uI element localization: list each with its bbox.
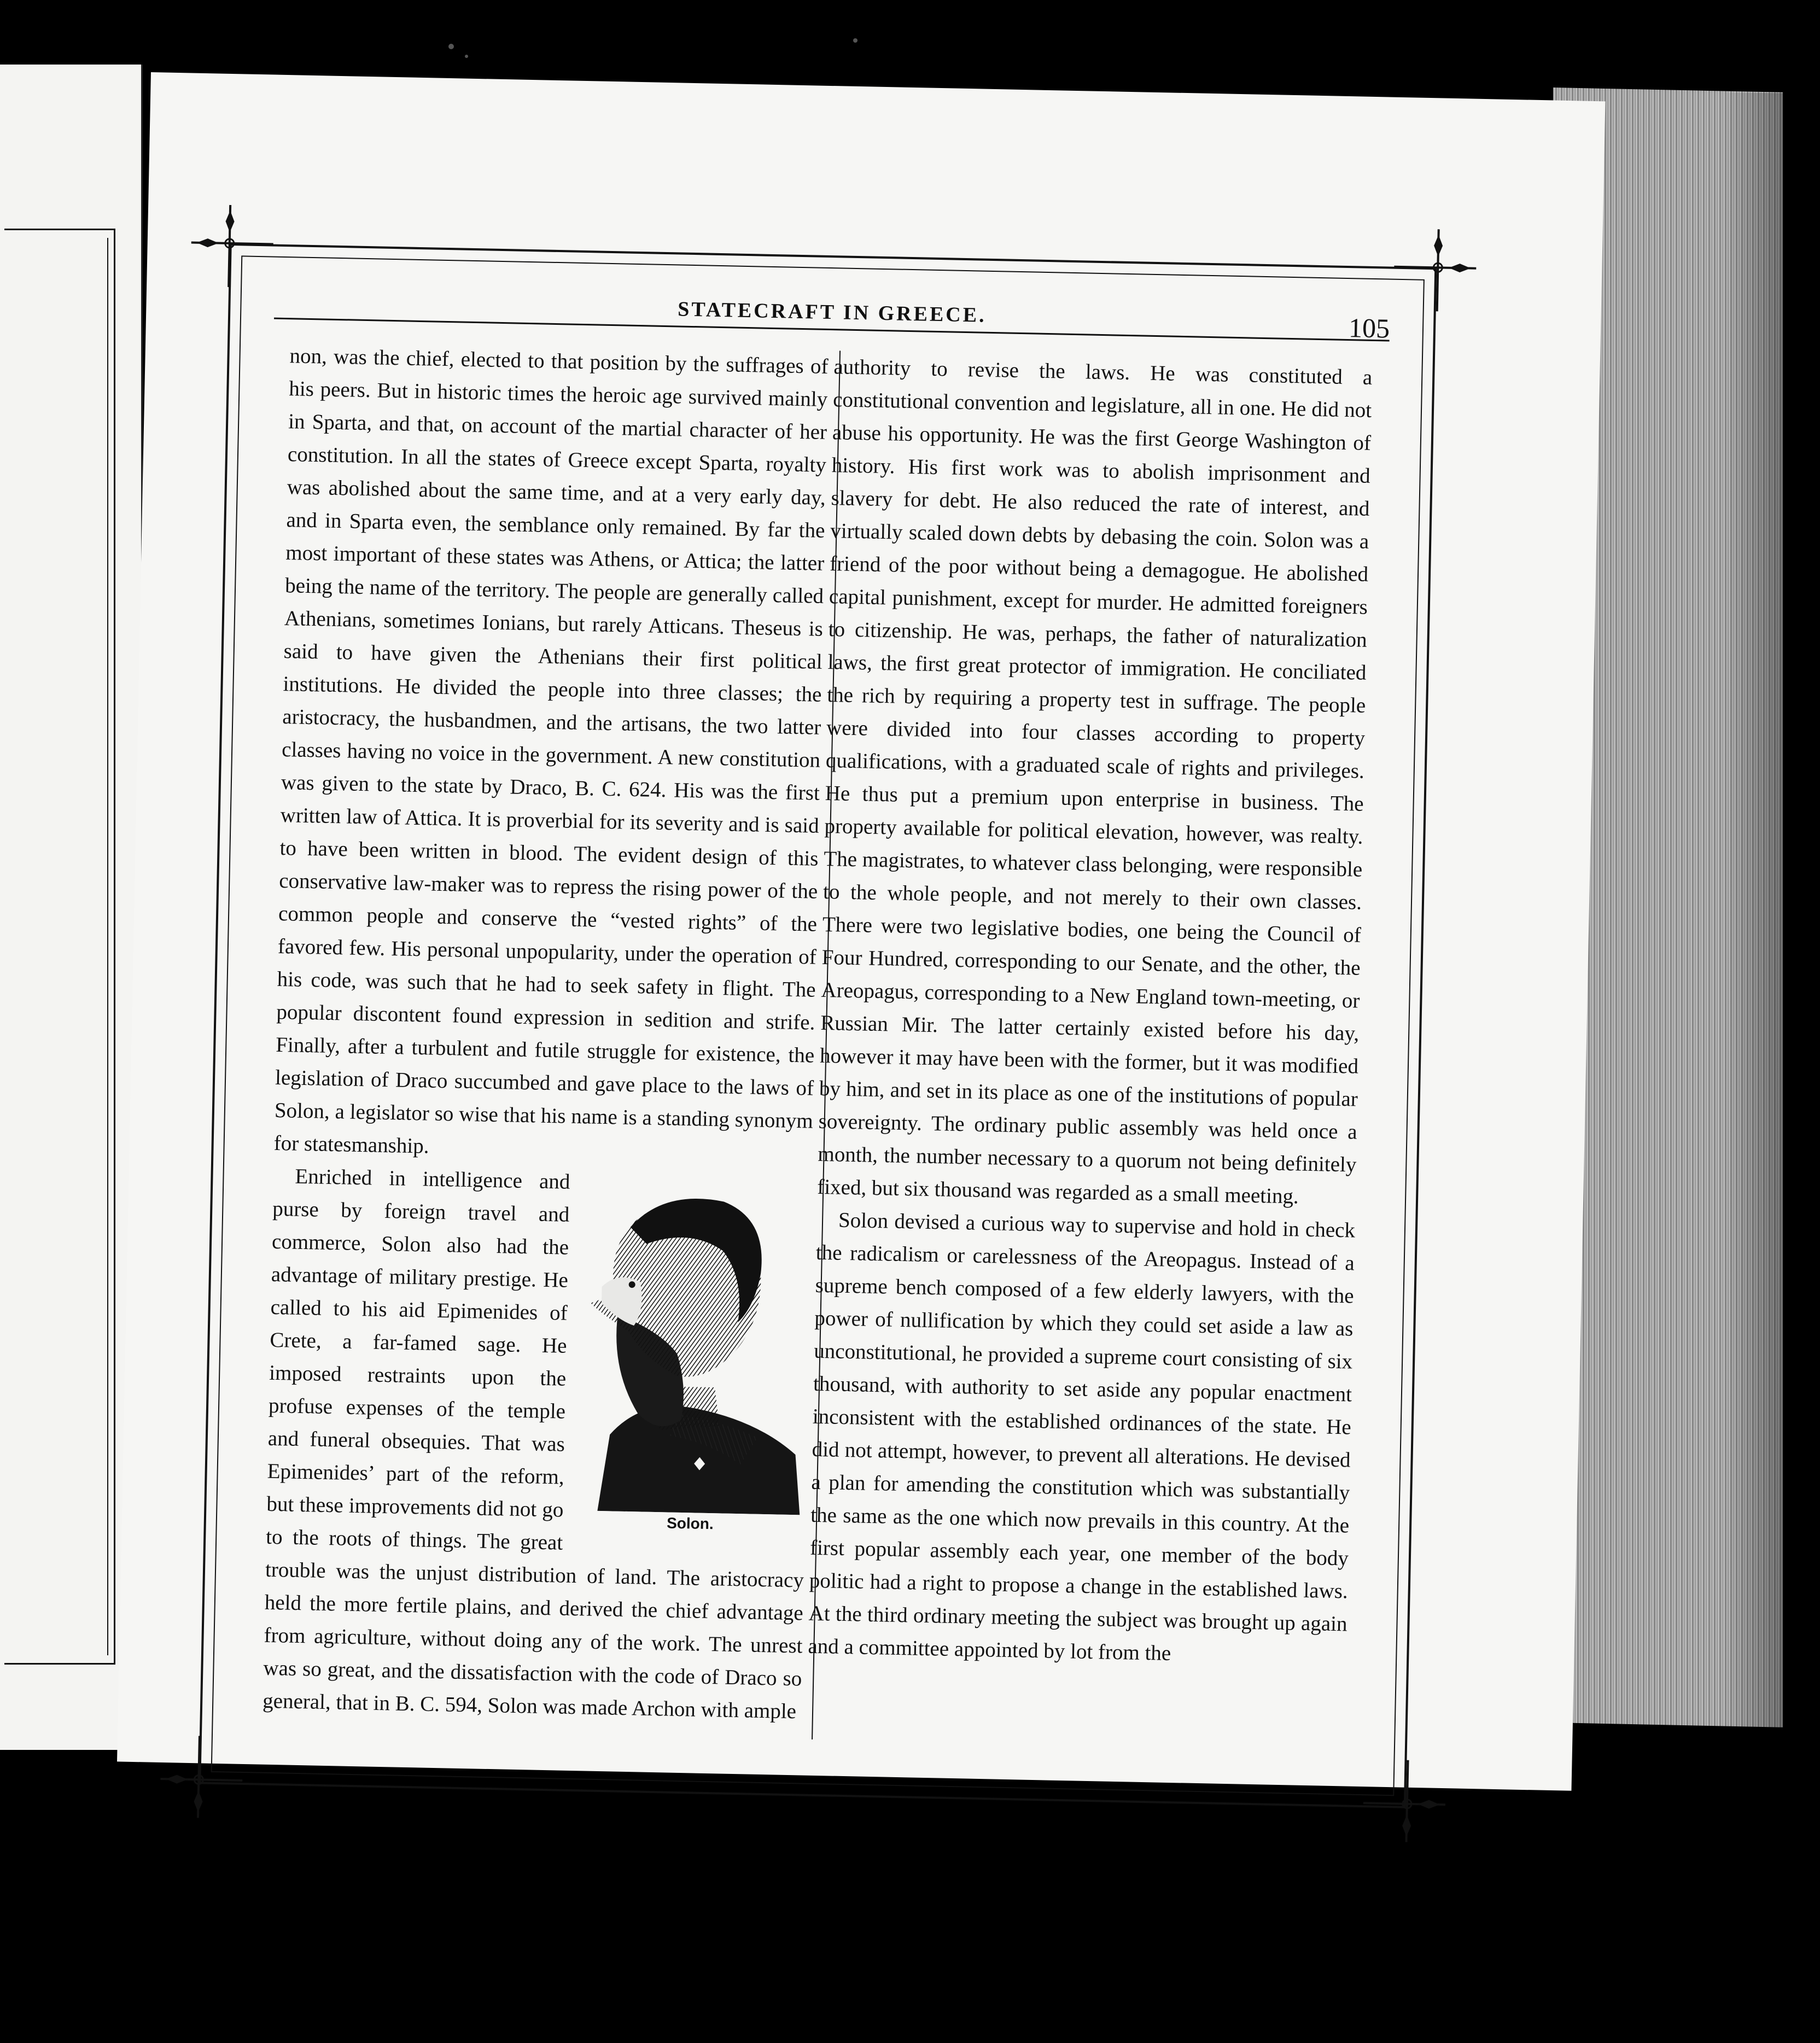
previous-page-edge	[0, 65, 143, 1750]
solon-portrait	[575, 1177, 812, 1542]
left-paragraph-2: Enriched in intelligence and purse by foreign travel and commerce, Solon also had the advantage of military prestige. He called to his aid Epimenides of Crete, a far-famed sage. He imposed restraints upon the profuse expenses of the temple and funeral obsequies. That was Epimenides’ part of the reform, but these improvements did not go to the roots of things. The great trouble was the unjust distribution of land. The aristocracy held the more fertile plains, and derived the chief advantage from agriculture, without doing any of the work. The unrest was so great, and the dissatisfaction with the code of Draco so general, that in B. C. 594, Solon was made Archon with ample	[262, 1164, 804, 1724]
right-paragraph-2: Solon devised a curious way to supervise and hold in check the radicalism or carelessness of the Areopagus. Instead of a supreme bench composed of a few elderly lawyers, with the power of nullification by which they could set aside a law as unconstitutional, he provided a supreme court consisting of six thousand, with authority to set aside any popular enactment inconsistent with the established ordinances of the state. He did not attempt, however, to prevent all alterations. He devised a plan for amending the constitution which was substantially the same as the one which now prevails in this country. At the first popular assembly each year, one member of the body politic had a right to propose a change in the established laws. At the third ordinary meeting the subject was brought up again and a committee appointed by lot from the	[808, 1208, 1356, 1666]
solon-bust-illustration	[575, 1177, 812, 1515]
page-number: 105	[1348, 312, 1390, 344]
running-head	[274, 285, 1390, 342]
previous-page-frame	[4, 229, 115, 1665]
page-border-outer	[199, 243, 1437, 1808]
page-border-inner	[211, 255, 1425, 1796]
left-paragraph-1: non, was the chief, elected to that position by the suffrages of his peers. But in historic times the heroic age survived mainly in Sparta, and that, on account of the martial character of her constitution. In all the states of Greece except Sparta, royalty was abolished about the same time, and at a very early day, and in Sparta even, the semblance only remained. By far the most important of these states was Athens, or Attica; the latter being the name of the territory. The people are generally called Athenians, sometimes Ionians, but rarely Atticans. Theseus is said to have given the Athenians their first political institutions. He divided the people into three classes; the aristocracy, the husbandmen, and the artisans, the two latter classes having no voice in the government. A new constitution was given to the state by Draco, B. C. 624. His was the first written law of Attica. It is proverbial for its severity and is said to have been written in blood. The evident design of this conservative law-maker was to repress the rising power of the common people and conserve the “vested rights” of the favored few. His personal unpopularity, under the operation of his code, was such that he had to seek safety in flight. The popular discontent found expression in sedition and strife. Finally, after a turbulent and futile struggle for existence, the legislation of Draco succumbed and gave place to the laws of Solon, a legislator so wise that his name is a standing synonym for statesmanship.	[273, 344, 829, 1158]
dust-speck	[853, 38, 858, 43]
dust-speck	[465, 55, 468, 58]
fore-edge-shadow	[1723, 93, 1783, 1733]
right-paragraph-1: authority to revise the laws. He was constituted a constitutional convention and legislature, all in one. He did not abuse his opportunity. He was the first George Washington of history. His first work was to abolish imprisonment and slavery for debt. He also reduced the rate of interest, and virtually scaled down debts by debasing the coin. Solon was a friend of the poor without being a demagogue. He abolished capital punishment, except for murder. He admitted foreigners to citizenship. He was, perhaps, the father of naturalization laws, the first great protector of immigration. He conciliated the rich by requiring a property test in suffrage. The people were divided into four classes according to property qualifications, with a graduated scale of rights and privileges. He thus put a premium upon enterprise in business. The property available for political elevation, however, was realty. The magistrates, to whatever class belonging, were responsible to the whole people, and not merely to their own classes. There were two legislative bodies, one being the Council of Four Hundred, corresponding to our Senate, and the other, the Areopagus, corresponding to a New England town-meeting, or Russian Mir. The latter certainly existed before his day, however it may have been with the former, but it was modified by him, and set in its place as one of the institutions of popular sovereignty. The ordinary public assembly was held once a month, the number necessary to a quorum not being definitely fixed, but six thousand was regarded as a small meeting.	[816, 355, 1373, 1209]
portrait-caption: Solon.	[666, 1514, 714, 1533]
right-column	[806, 351, 1373, 1761]
header-title: STATECRAFT IN GREECE.	[677, 297, 987, 327]
dust-speck	[448, 44, 454, 49]
left-column	[262, 340, 829, 1750]
book-page	[117, 72, 1605, 1791]
text-columns	[262, 340, 1373, 1761]
